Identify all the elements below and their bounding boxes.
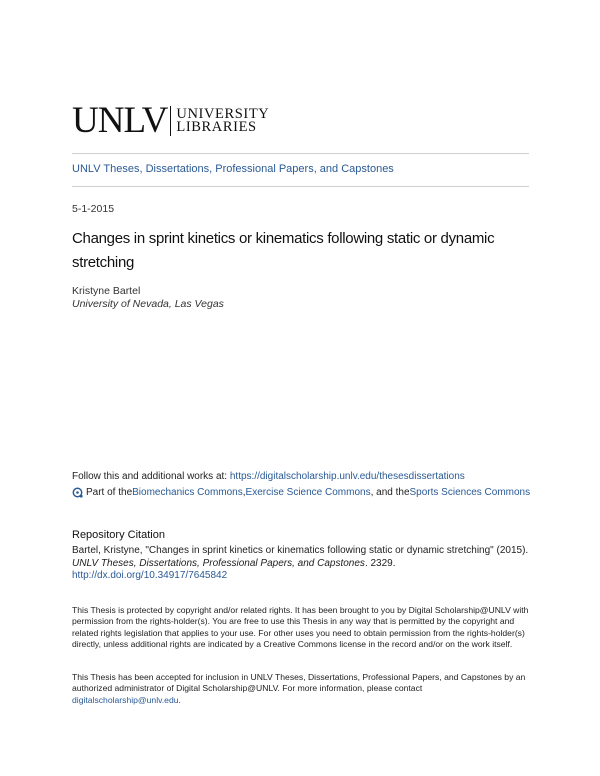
- part-of-sep-1: ,: [242, 487, 246, 498]
- citation-block: [72, 545, 542, 583]
- part-of-prefix: Part of the: [86, 487, 133, 498]
- logo-divider: [170, 106, 171, 136]
- author-name: Kristyne Bartel: [72, 285, 141, 297]
- logo-line-university: UNIVERSITY: [176, 106, 270, 122]
- top-divider: [72, 153, 529, 154]
- follow-prefix: Follow this and additional works at:: [72, 471, 230, 482]
- biomechanics-commons-link[interactable]: Biomechanics Commons: [132, 487, 243, 498]
- doi-link[interactable]: http://dx.doi.org/10.34917/7645842: [72, 570, 228, 581]
- sports-sciences-commons-link[interactable]: Sports Sciences Commons: [409, 487, 531, 498]
- citation-line: Bartel, Kristyne, "Changes in sprint kinetics or kinematics following static or dynamic stretching" (2015).: [72, 545, 529, 556]
- part-of-sep-2: , and the: [370, 487, 410, 498]
- acceptance-text: This Thesis has been accepted for inclusion in UNLV Theses, Dissertations, Professional Papers, and Capstones by an authorized administrator of Digital Scholarship@UNLV. For more information, please contact: [72, 672, 526, 694]
- citation-series: UNLV Theses, Dissertations, Professional Papers, and Capstones: [72, 557, 365, 569]
- publication-date: 5-1-2015: [72, 203, 115, 215]
- citation-number: . 2329.: [364, 557, 396, 569]
- contact-email-link[interactable]: digitalscholarship@unlv.edu: [72, 694, 179, 705]
- acceptance-end: .: [178, 694, 181, 705]
- network-icon: [72, 487, 83, 498]
- logo-libraries-text: [176, 108, 269, 134]
- rights-statement: This Thesis is protected by copyright and/or related rights. It has been brought to you by Digital Scholarship@UNLV with permission from the rights-holder(s). You are free to use this Thesis in any way that is permitted by the copyright and related rights legislation that applies to your use. For other uses you need to obtain permission from the rights-holder(s) directly, unless additional rights are indicated by a Creative Commons license in the record and/or on the work itself.: [72, 605, 529, 649]
- acceptance-statement: [72, 672, 532, 706]
- citation-heading: Repository Citation: [72, 529, 165, 541]
- part-of-line: [72, 487, 530, 498]
- collection-url-link[interactable]: https://digitalscholarship.unlv.edu/thesesdissertations: [229, 471, 465, 482]
- collection-link[interactable]: UNLV Theses, Dissertations, Professional Papers, and Capstones: [72, 163, 394, 175]
- document-title: Changes in sprint kinetics or kinematics following static or dynamic stretching: [72, 230, 495, 271]
- logo-unlv-text: UNLV: [72, 100, 168, 141]
- author-affiliation: University of Nevada, Las Vegas: [72, 298, 224, 310]
- exercise-science-commons-link[interactable]: Exercise Science Commons: [245, 487, 371, 498]
- follow-line: [72, 471, 465, 482]
- logo-line-libraries: LIBRARIES: [176, 119, 257, 135]
- unlv-libraries-logo: [72, 100, 270, 141]
- bottom-divider: [72, 186, 529, 187]
